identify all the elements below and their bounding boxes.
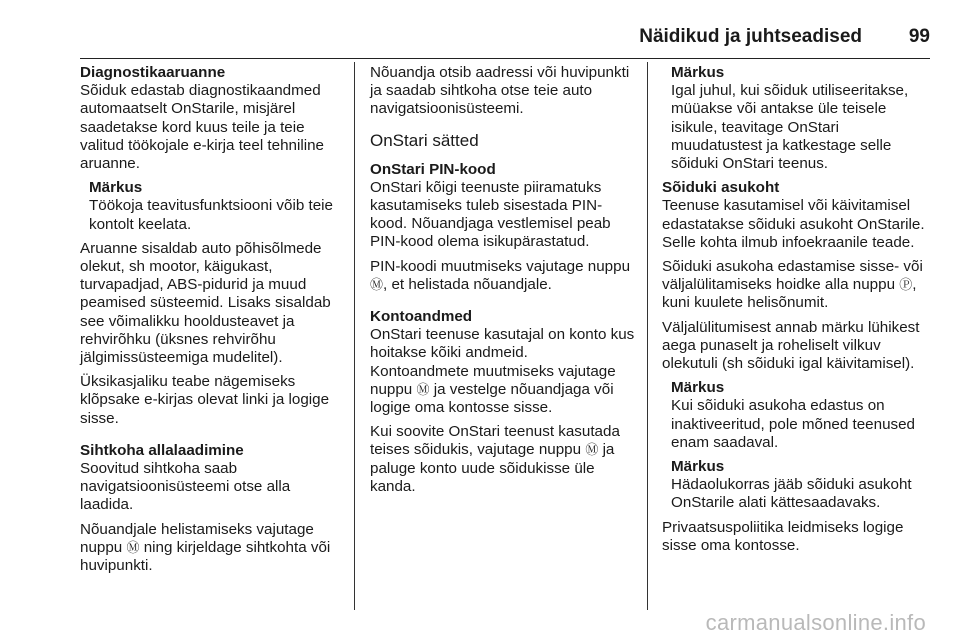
diagnostics-paragraph: Sõiduk edastab diagnostikaandmed automaatselt OnStarile, misjärel saadetakse kord kuus teile ja teie valitud töökojale e-kirja teel tehniline aruanne.: [80, 82, 324, 173]
page-header: [80, 22, 930, 59]
onstar-button-icon: Ⓜ: [126, 539, 140, 555]
location-heading: Sõiduki asukoht: [662, 179, 780, 197]
destination-paragraph: Soovitud sihtkoha saab navigatsioonisüsteemi otse alla laadida.: [80, 460, 291, 514]
call-text-start: Nõuandjale helistamiseks vajutage nuppu: [80, 520, 314, 556]
chapter-title: Näidikud ja juhtseadised: [639, 26, 862, 47]
new-vehicle-paragraph: [370, 423, 638, 496]
column-2: [370, 64, 638, 502]
onstar-button-icon: Ⓜ: [416, 381, 430, 397]
intro-paragraph: Nõuandja otsib aadressi või huvipunkti ja saadab sihtkoha otse teie auto navigatsioonisüsteemi.: [370, 64, 630, 118]
call-text-end: ning kirjeldage sihtkohta või huvipunkti.: [80, 538, 331, 575]
privacy-paragraph: Privaatsuspoliitika leidmiseks logige sisse oma kontosse.: [662, 518, 904, 554]
watermark: carmanualsonline.info: [705, 610, 926, 635]
pin-change-start: PIN-koodi muutmiseks vajutage nuppu: [370, 257, 631, 275]
report-paragraph: Aruanne sisaldab auto põhisõlmede olekut, sh mootor, käigukast, turvapadjad, ABS-pidurid ja muud peamised süsteemid. Lisaks sisaldab see võimalikku hooldusteavet ja rehvirõhku (üksnes rehvirõhu jälgimissüsteemiga mudelitel).: [80, 239, 331, 367]
note-text: Töökoja teavitusfunktsiooni võib teie kontolt keelata.: [89, 197, 333, 233]
note-title: Märkus: [671, 458, 725, 476]
account-paragraph: OnStari teenuse kasutajal on konto kus hoitakse kõiki andmeid.: [370, 326, 635, 362]
account-change-end: ja vestelge nõuandjaga või logige oma kontosse sisse.: [370, 380, 614, 417]
destination-heading: Sihtkoha allalaadimine: [80, 441, 244, 459]
column-1: [80, 64, 344, 581]
note-box: [662, 458, 930, 513]
note-box: [662, 379, 930, 452]
note-text: Kui sõiduki asukoha edastus on inaktiveeritud, pole mõned teenused enam saadaval.: [671, 397, 916, 451]
call-advisor-paragraph: [80, 521, 344, 576]
note-box: [80, 179, 344, 234]
toggle-text-start: Sõiduki asukoha edastamise sisse- või väljalülitamiseks hoidke alla nuppu: [662, 258, 923, 294]
location-toggle-paragraph: [662, 258, 930, 313]
pin-heading: OnStari PIN-kood: [370, 160, 496, 178]
column-divider: [354, 62, 355, 610]
page-number: 99: [908, 26, 930, 47]
pin-change-end: , et helistada nõuandjale.: [383, 275, 552, 293]
settings-heading: OnStari sätted: [370, 130, 479, 150]
details-paragraph: Üksikasjaliku teabe nägemiseks klõpsake e-kirjas olevat linki ja logige sisse.: [80, 373, 330, 427]
note-text: Hädaolukorras jääb sõiduki asukoht OnStarile alati kättesaadavaks.: [671, 476, 912, 512]
account-change-start: Kontoandmete muutmiseks vajutage nuppu: [370, 362, 616, 398]
toggle-text-end: , kuni kuulete helisõnumit.: [662, 276, 917, 312]
pin-change-paragraph: [370, 258, 638, 294]
off-indicator-paragraph: Väljalülitumisest annab märku lühikest aega punaselt ja roheliselt vilkuv olekutuli (sh sõiduki igal käivitamisel).: [662, 318, 920, 373]
diagnostics-heading: Diagnostikaaruanne: [80, 64, 226, 81]
onstar-button-icon: Ⓜ: [370, 276, 384, 292]
note-title: Märkus: [89, 179, 143, 197]
account-change-paragraph: [370, 363, 638, 418]
location-paragraph: Teenuse kasutamisel või käivitamisel edastatakse sõiduki asukoht OnStarile. Selle kohta ilmub infoekraanile teade.: [662, 197, 925, 251]
column-divider: [647, 62, 648, 610]
new-vehicle-start: Kui soovite OnStari teenust kasutada teises sõidukis, vajutage nuppu: [370, 423, 620, 459]
note-title: Märkus: [671, 64, 725, 81]
column-3: [662, 64, 930, 561]
note-title: Märkus: [671, 379, 725, 397]
note-box: [662, 64, 930, 173]
note-text: Igal juhul, kui sõiduk utiliseeritakse, müüakse või antakse üle teisele isikule, teavitage OnStari muudatustest ja katkestage selle sõiduki OnStari teenus.: [671, 82, 909, 173]
account-heading: Kontoandmed: [370, 308, 473, 326]
onstar-button-icon: Ⓜ: [585, 442, 599, 458]
new-vehicle-end: ja paluge konto uude sõidukisse üle kanda.: [370, 441, 615, 495]
privacy-button-icon: Ⓟ: [899, 277, 913, 293]
pin-paragraph: OnStari kõigi teenuste piiramatuks kasutamiseks tuleb sisestada PIN-kood. Nõuandjaga vestlemisel peab PIN-kood olema isikupärastatud.: [370, 178, 611, 251]
